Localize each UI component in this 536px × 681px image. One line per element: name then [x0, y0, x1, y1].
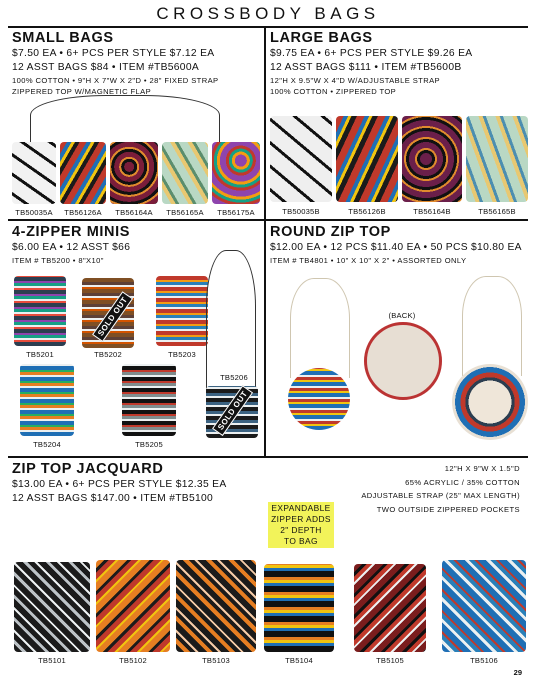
zipper-minis-item: ITEM # TB5200 • 8"X10" — [12, 256, 104, 265]
bag-tb56175a — [212, 142, 260, 204]
bag-tb5101 — [14, 562, 90, 652]
large-bags-asst: 12 ASST BAGS $111 • ITEM #TB5600B — [270, 62, 462, 73]
note-line-2: ZIPPER ADDS — [271, 514, 331, 524]
bag-tb56126a — [60, 142, 106, 204]
lower-divider — [8, 456, 528, 458]
small-bags-spec2: ZIPPERED TOP W/MAGNETIC FLAP — [12, 87, 152, 96]
label-tb5203: TB5203 — [168, 350, 196, 359]
page-title: CROSSBODY BAGS — [156, 4, 380, 23]
round-strap-2 — [462, 276, 522, 376]
bag-tb5103 — [176, 560, 256, 652]
jacquard-asst: 12 ASST BAGS $147.00 • ITEM #TB5100 — [12, 493, 214, 504]
strap — [30, 95, 220, 145]
mini-strap — [206, 250, 256, 390]
label-tb56165b: TB56165B — [478, 207, 516, 216]
label-tb5101: TB5101 — [38, 656, 66, 665]
label-tb56164a: TB56164A — [115, 208, 153, 217]
sold-out-badge-2: SOLD OUT — [212, 385, 253, 436]
label-tb56164b: TB56164B — [413, 207, 451, 216]
spec-strap: ADJUSTABLE STRAP (25" MAX LENGTH) — [361, 491, 520, 500]
jacquard-price: $13.00 EA • 6+ PCS PER STYLE $12.35 EA — [12, 479, 227, 490]
expandable-note — [268, 502, 334, 548]
small-bags-asst: 12 ASST BAGS $84 • ITEM #TB5600A — [12, 62, 200, 73]
label-tb5103: TB5103 — [202, 656, 230, 665]
bag-tb56164a — [110, 142, 158, 204]
spec-pockets: TWO OUTSIDE ZIPPERED POCKETS — [376, 504, 520, 514]
zipper-minis-section — [12, 224, 130, 266]
bag-tb5203 — [156, 276, 208, 346]
large-bags-spec1: 12"H X 9.5"W X 4"D W/ADJUSTABLE STRAP — [270, 76, 441, 85]
round-strap-1 — [290, 278, 350, 378]
center-divider-upper — [264, 26, 266, 456]
small-bags-price: $7.50 EA • 6+ PCS PER STYLE $7.12 EA — [12, 48, 215, 59]
bag-tb5102 — [96, 560, 170, 652]
bag-tb56164b — [402, 116, 462, 202]
round-zip-section — [270, 224, 522, 266]
note-line-1: EXPANDABLE — [271, 503, 331, 513]
label-tb5205: TB5205 — [135, 440, 163, 449]
large-bags-heading: LARGE BAGS — [270, 30, 373, 46]
bag-tb56126b — [336, 116, 398, 202]
bag-tb56165a — [162, 142, 208, 204]
sold-out-badge: SOLD OUT — [92, 291, 133, 342]
bag-tb5106 — [442, 560, 526, 652]
round-zip-heading: ROUND ZIP TOP — [270, 224, 391, 240]
label-tb5106: TB5106 — [470, 656, 498, 665]
label-tb56165a: TB56165A — [166, 208, 204, 217]
large-bags-spec2: 100% COTTON • ZIPPERED TOP — [270, 87, 397, 96]
zipper-minis-heading: 4-ZIPPER MINIS — [12, 224, 130, 240]
label-tb50035a: TB50035A — [15, 208, 53, 217]
note-line-3: 2" DEPTH — [280, 525, 322, 535]
bag-tb50035a — [12, 142, 56, 204]
middle-divider — [8, 219, 528, 221]
round-bag-back — [364, 322, 442, 400]
bag-tb5201 — [14, 276, 66, 346]
top-divider — [8, 26, 528, 28]
bag-tb50035b — [270, 116, 332, 202]
back-label: (BACK) — [388, 311, 416, 320]
round-bag-third — [452, 364, 528, 440]
jacquard-specs — [361, 462, 520, 516]
bag-tb5204 — [20, 364, 74, 436]
label-tb5104: TB5104 — [285, 656, 313, 665]
bag-tb5105 — [354, 564, 426, 652]
label-tb5105: TB5105 — [376, 656, 404, 665]
label-tb5201: TB5201 — [26, 350, 54, 359]
spec-dimensions: 12"H X 9"W X 1.5"D — [444, 464, 520, 473]
small-bags-heading: SMALL BAGS — [12, 30, 114, 46]
round-zip-price: $12.00 EA • 12 PCS $11.40 EA • 50 PCS $10.80 EA — [270, 242, 522, 253]
label-tb56126a: TB56126A — [64, 208, 102, 217]
small-bags-section — [12, 30, 219, 97]
bag-tb5104 — [264, 564, 334, 652]
jacquard-heading: ZIP TOP JACQUARD — [12, 461, 164, 477]
label-tb5202: TB5202 — [94, 350, 122, 359]
label-tb56175a: TB56175A — [217, 208, 255, 217]
round-zip-item: ITEM # TB4801 • 10" X 10" X 2" • ASSORTED ONLY — [270, 256, 467, 265]
label-tb5204: TB5204 — [33, 440, 61, 449]
label-tb50035b: TB50035B — [282, 207, 320, 216]
large-bags-price: $9.75 EA • 6+ PCS PER STYLE $9.26 EA — [270, 48, 473, 59]
label-tb56126b: TB56126B — [348, 207, 386, 216]
small-bags-spec1: 100% COTTON • 9"H X 7"W X 2"D • 28" FIXED STRAP — [12, 76, 219, 85]
label-tb5206: TB5206 — [220, 373, 248, 382]
bag-tb5205 — [122, 364, 176, 436]
large-bags-section — [270, 30, 472, 97]
zipper-minis-price: $6.00 EA • 12 ASST $66 — [12, 242, 131, 253]
label-tb5102: TB5102 — [119, 656, 147, 665]
page-number: 29 — [513, 668, 522, 677]
jacquard-section — [12, 461, 227, 506]
round-bag-front — [288, 368, 350, 430]
bag-tb56165b — [466, 116, 528, 202]
spec-material: 65% ACRYLIC / 35% COTTON — [405, 477, 520, 487]
note-line-4: TO BAG — [284, 536, 318, 546]
